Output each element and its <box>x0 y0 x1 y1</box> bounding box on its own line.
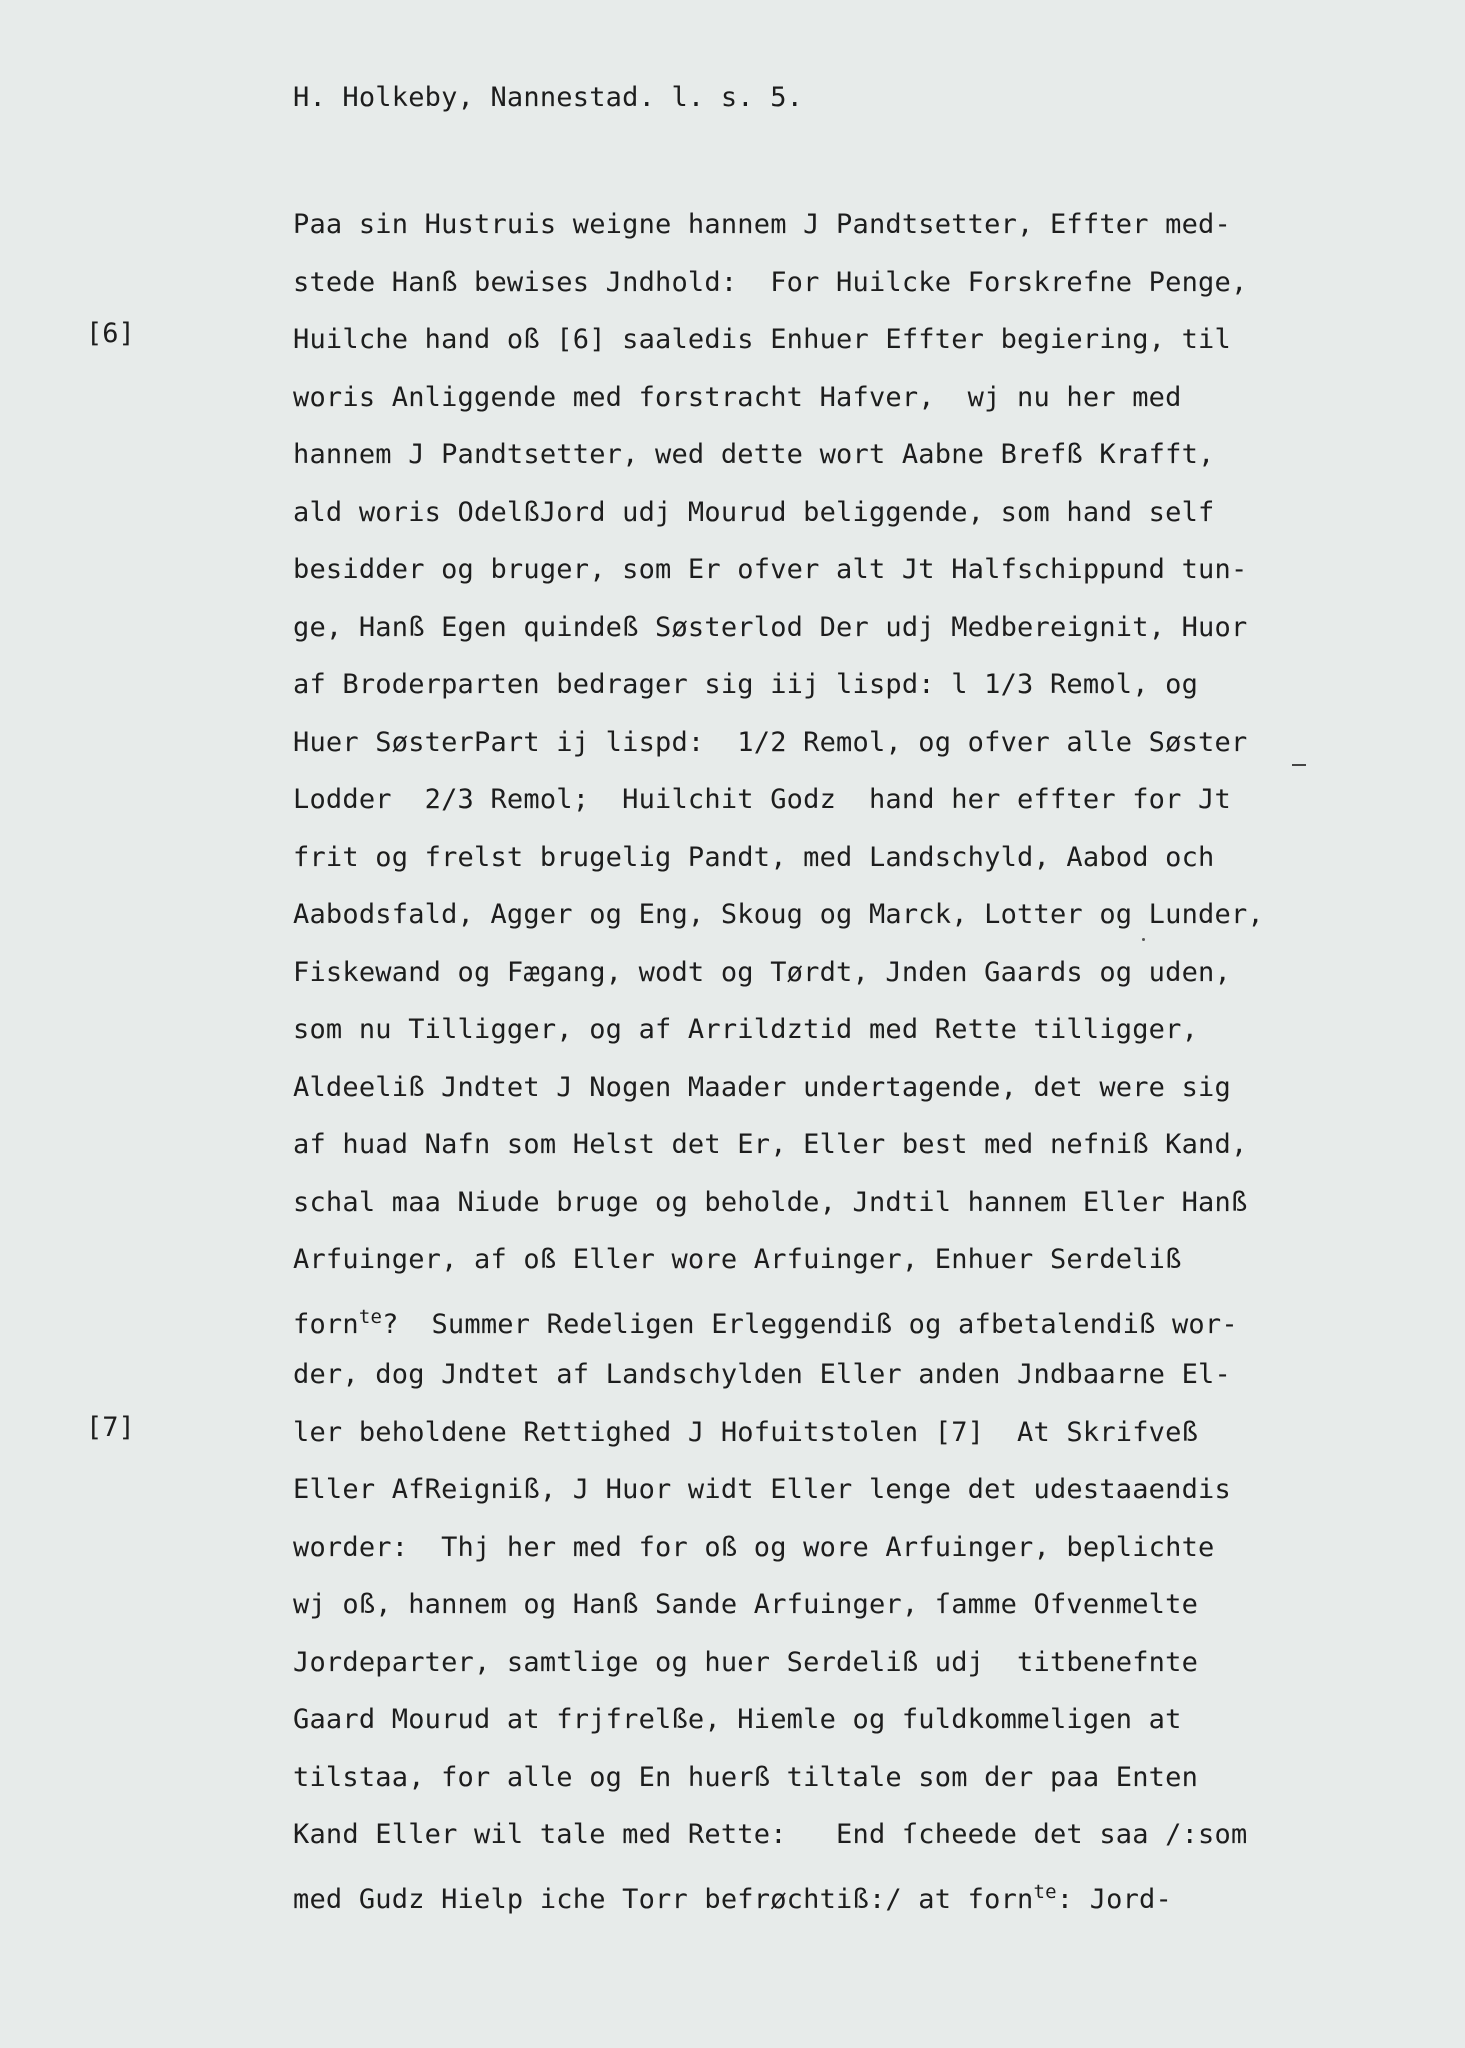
text-line-27: Gaard Mourud at frjfrelße, Hiemle og fuldkommeligen at <box>293 1704 1182 1735</box>
margin-note-7: [7] <box>86 1412 135 1443</box>
text-line-20-rest: ? Summer Redeligen Erleggendiß og afbetalendiß wor- <box>382 1308 1238 1340</box>
text-line-1: Paa sin Hustruis weigne hannem J Pandtsetter, Effter med- <box>293 209 1231 240</box>
document-body <box>293 196 1433 1921</box>
text-line-8: ge, Hanß Egen quindeß Søsterlod Der udj Medbereignit, Huor <box>293 611 1248 643</box>
text-line-30 <box>293 1864 1433 1922</box>
text-line-13: Aabodsfald, Agger og Eng, Skoug og Marck, Lotter og Lunder, <box>293 899 1264 930</box>
text-line-16: Aldeeliß Jndtet J Nogen Maader undertagende, det were sig <box>293 1071 1231 1103</box>
text-line-26: Jordeparter, samtlige og huer Serdeliß udj titbenefnte <box>293 1646 1199 1678</box>
text-line-3: Huilche hand oß [6] saaledis Enhuer Effter begiering, til <box>293 324 1231 355</box>
text-line-21: der, dog Jndtet af Landschylden Eller anden Jndbaarne El- <box>293 1359 1231 1390</box>
text-line-23: Eller AfReigniß, J Huor widt Eller lenge det udestaaendis <box>293 1474 1231 1505</box>
text-line-10: Huer SøsterPart ij lispd: 1/2 Remol, og ofver alle Søster <box>293 726 1248 758</box>
text-line-6: ald woris OdelßJord udj Mourud beliggende, som hand self <box>293 496 1215 528</box>
text-line-20-start: forn <box>293 1308 359 1340</box>
text-line-18: schal maa Niude bruge og beholde, Jndtil hannem Eller Hanß <box>293 1186 1248 1218</box>
text-line-22: ler beholdene Rettighed J Hofuitstolen [7] At Skrifveß <box>293 1416 1199 1448</box>
text-line-24: worder: Thj her med for oß og wore Arfuinger, beplichte <box>293 1531 1215 1563</box>
text-line-14: Fiskewand og Fægang, wodt og Tørdt, Jnden Gaards og uden, <box>293 956 1231 988</box>
text-line-25: wj oß, hannem og Hanß Sande Arfuinger, ſamme Ofvenmelte <box>293 1589 1199 1620</box>
text-line-17: af huad Nafn som Helst det Er, Eller best med nefniß Kand, <box>293 1129 1248 1160</box>
text-line-7: besidder og bruger, som Er ofver alt Jt Halfschippund tun- <box>293 554 1248 585</box>
text-line-20 <box>293 1289 1433 1347</box>
text-line-28: tilstaa, for alle og En huerß tiltale som der paa Enten <box>293 1761 1199 1793</box>
text-line-9: af Broderparten bedrager sig iij lispd: l 1/3 Remol, og <box>293 669 1199 700</box>
text-line-19: Arfuinger, af oß Eller wore Arfuinger, Enhuer Serdeliß <box>293 1244 1182 1275</box>
text-line-29: Kand Eller wil tale med Rette: End ſcheede det saa /:som <box>293 1819 1248 1850</box>
text-line-15: som nu Tilligger, og af Arrildztid med Rette tilligger, <box>293 1014 1199 1045</box>
text-line-4: woris Anliggende med forstracht Hafver, wj nu her med <box>293 381 1182 413</box>
text-line-5: hannem J Pandtsetter, wed dette wort Aabne Brefß Krafft, <box>293 439 1215 470</box>
text-line-12: frit og frelst brugelig Pandt, med Landschyld, Aabod och <box>293 841 1215 873</box>
text-line-30-start: med Gudz Hielp iche Torr befrøchtiß:/ at forn <box>293 1883 1034 1915</box>
text-line-30-rest: : Jord- <box>1056 1883 1172 1915</box>
text-line-2: stede Hanß bewises Jndhold: For Huilcke Forskrefne Penge, <box>293 266 1248 298</box>
margin-note-6: [6] <box>86 318 135 349</box>
page-header: H. Holkeby, Nannestad. l. s. 5. <box>293 82 804 113</box>
superscript-te-2: te <box>1033 1880 1057 1903</box>
text-line-11: Lodder 2/3 Remol; Huilchit Godz hand her effter for Jt <box>293 784 1231 815</box>
superscript-te-1: te <box>358 1305 383 1328</box>
